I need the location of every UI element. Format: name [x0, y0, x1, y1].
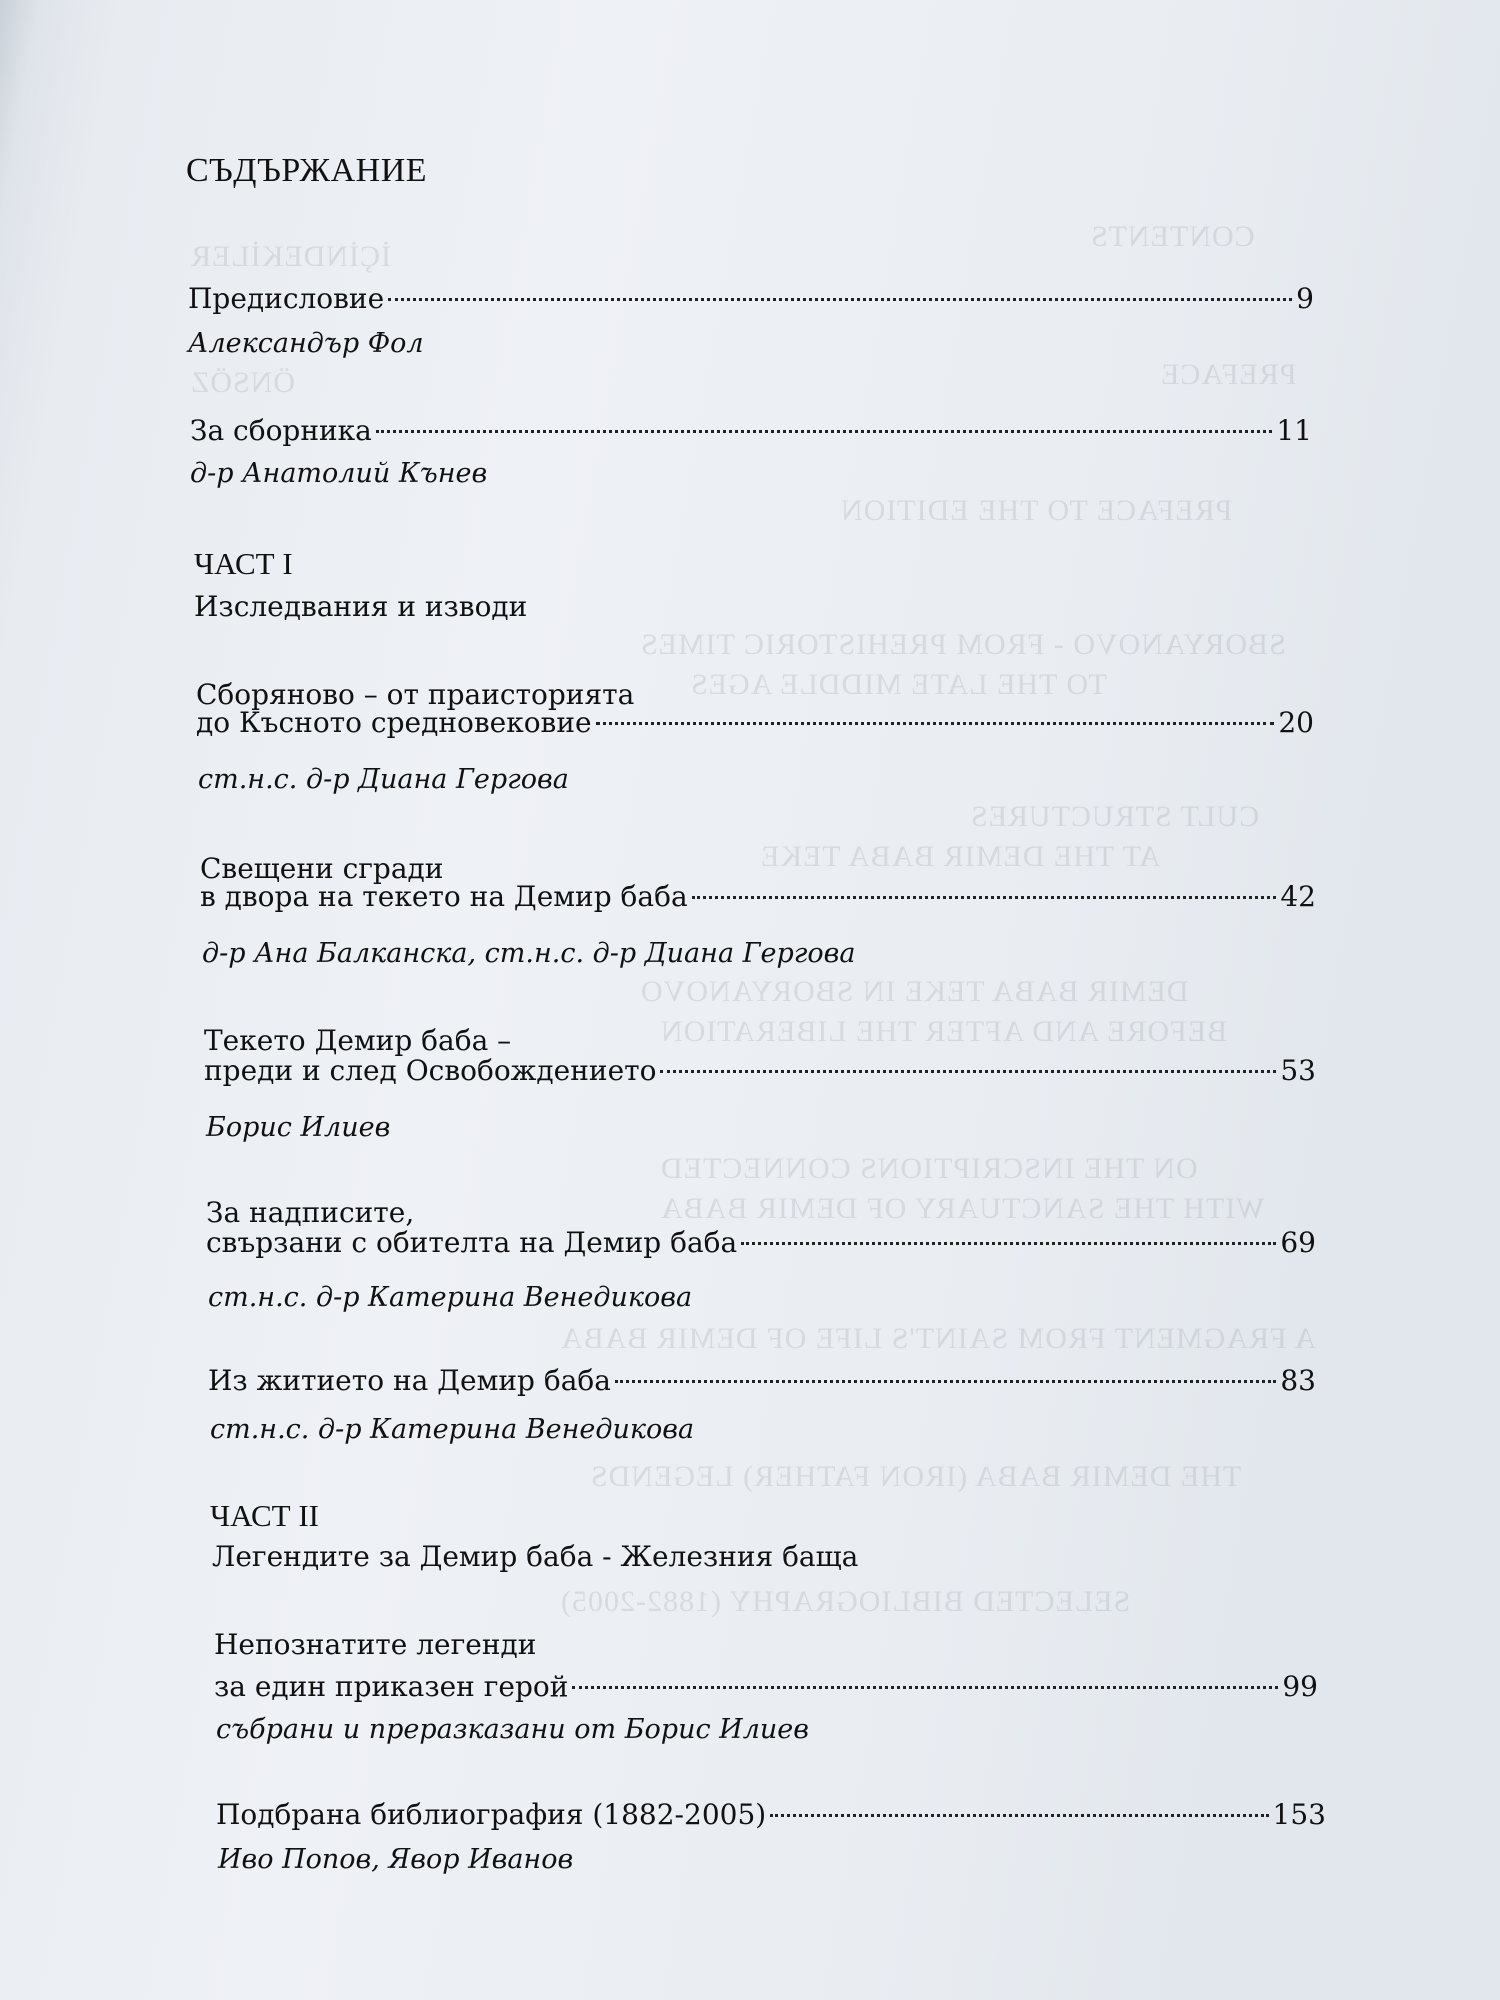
toc-entry-sacred-buildings	[200, 880, 1316, 913]
bleed-through-text: DEMIR BABA TEKE IN SBORYANOVO	[640, 975, 1189, 1008]
page-number: 42	[1280, 880, 1316, 913]
bleed-through-text: CULT STRUCTURES	[970, 800, 1260, 833]
toc-entry-author: Борис Илиев	[206, 1112, 391, 1143]
bleed-through-text: TO THE LATE MIDDLE AGES	[690, 668, 1107, 701]
bleed-through-text: İÇİNDEKİLER	[190, 240, 391, 273]
bleed-through-text: THE DEMIR BABA (IRON FATHER) LEGENDS	[590, 1460, 1242, 1493]
toc-entry-legends	[214, 1670, 1318, 1703]
toc-entry-title: преди и след Освобождението	[204, 1054, 657, 1087]
toc-entry-about-collection	[190, 414, 1312, 447]
toc-entry-title: Текето Демир баба –	[204, 1024, 512, 1057]
toc-entry-title: за един приказен герой	[214, 1670, 569, 1703]
toc-entry-title: Из житието на Демир баба	[208, 1364, 611, 1397]
toc-entry-title: в двора на текето на Демир баба	[200, 880, 688, 913]
toc-entry-author: ст.н.с. д-р Катерина Венедикова	[208, 1282, 693, 1313]
bleed-through-text: SELECTED BIBLIOGRAPHY (1882-2005)	[560, 1585, 1131, 1618]
toc-entry-preface	[188, 282, 1314, 315]
toc-entry-author: ст.н.с. д-р Катерина Венедикова	[210, 1414, 695, 1445]
bleed-through-text: PREFACE	[1160, 358, 1297, 391]
toc-entry-hagiography	[208, 1364, 1316, 1397]
page-number: 9	[1296, 282, 1314, 315]
bleed-through-text: WITH THE SANCTUARY OF DEMIR BABA	[660, 1192, 1265, 1225]
dot-leader	[615, 1380, 1276, 1383]
toc-entry-title: Свещени сгради	[200, 852, 444, 885]
bleed-through-text: A FRAGMENT FROM SAINT'S LIFE OF DEMIR BABA	[560, 1322, 1317, 1355]
page-number: 11	[1276, 414, 1312, 447]
toc-entry-title: до Късното средновековие	[196, 706, 592, 739]
page-number: 20	[1278, 706, 1314, 739]
bleed-through-text: AT THE DEMIR BABA TEKE	[760, 840, 1161, 873]
page-number: 53	[1280, 1054, 1316, 1087]
part-label: ЧАСТ I	[194, 546, 293, 581]
toc-entry-bibliography	[216, 1798, 1326, 1831]
toc-entry-teke-liberation	[204, 1054, 1316, 1087]
bleed-through-text: SBORYANOVO - FROM PREHISTORIC TIMES	[640, 628, 1286, 661]
page-number: 83	[1280, 1364, 1316, 1397]
bleed-through-text: ÖNSÖZ	[190, 366, 296, 399]
toc-entry-title: Непознатите легенди	[214, 1628, 537, 1661]
page-number: 69	[1280, 1226, 1316, 1259]
bleed-through-text: CONTENTS	[1090, 220, 1255, 253]
toc-entry-author: д-р Ана Балканска, ст.н.с. д-р Диана Гергова	[202, 938, 856, 969]
toc-entry-title: Сборяново – от праисторията	[196, 678, 635, 711]
dot-leader	[741, 1242, 1276, 1245]
toc-entry-author: Иво Попов, Явор Иванов	[218, 1844, 574, 1875]
toc-entry-title: За сборника	[190, 414, 372, 447]
page-number: 99	[1282, 1670, 1318, 1703]
dot-leader	[660, 1070, 1276, 1073]
part-subtitle: Легендите за Демир баба - Железния баща	[212, 1540, 859, 1573]
dot-leader	[376, 430, 1272, 433]
part-label: ЧАСТ II	[210, 1498, 319, 1533]
toc-entry-title: свързани с обителта на Демир баба	[206, 1226, 738, 1259]
toc-entry-title: Предисловие	[188, 282, 385, 315]
toc-entry-author: д-р Анатолий Кънев	[190, 458, 488, 489]
toc-entry-author: Александър Фол	[188, 328, 424, 359]
dot-leader	[770, 1814, 1268, 1817]
page-title: СЪДЪРЖАНИЕ	[186, 152, 428, 189]
part-subtitle: Изследвания и изводи	[194, 590, 528, 623]
toc-entry-author: събрани и преразказани от Борис Илиев	[216, 1714, 809, 1745]
dot-leader	[572, 1686, 1278, 1689]
toc-entry-inscriptions	[206, 1226, 1316, 1259]
dot-leader	[388, 298, 1292, 301]
toc-entry-sboryanovo	[196, 706, 1314, 739]
toc-entry-title: Подбрана библиография (1882-2005)	[216, 1798, 767, 1831]
bleed-through-text: BEFORE AND AFTER THE LIBERATION	[660, 1015, 1228, 1048]
page-number: 153	[1272, 1798, 1326, 1831]
dot-leader	[596, 722, 1275, 725]
toc-entry-title: За надписите,	[206, 1196, 415, 1229]
bleed-through-text: ON THE INSCRIPTIONS CONNECTED	[660, 1152, 1198, 1185]
dot-leader	[692, 896, 1277, 899]
bleed-through-text: PREFACE TO THE EDITION	[840, 494, 1233, 527]
toc-entry-author: ст.н.с. д-р Диана Гергова	[198, 764, 569, 795]
